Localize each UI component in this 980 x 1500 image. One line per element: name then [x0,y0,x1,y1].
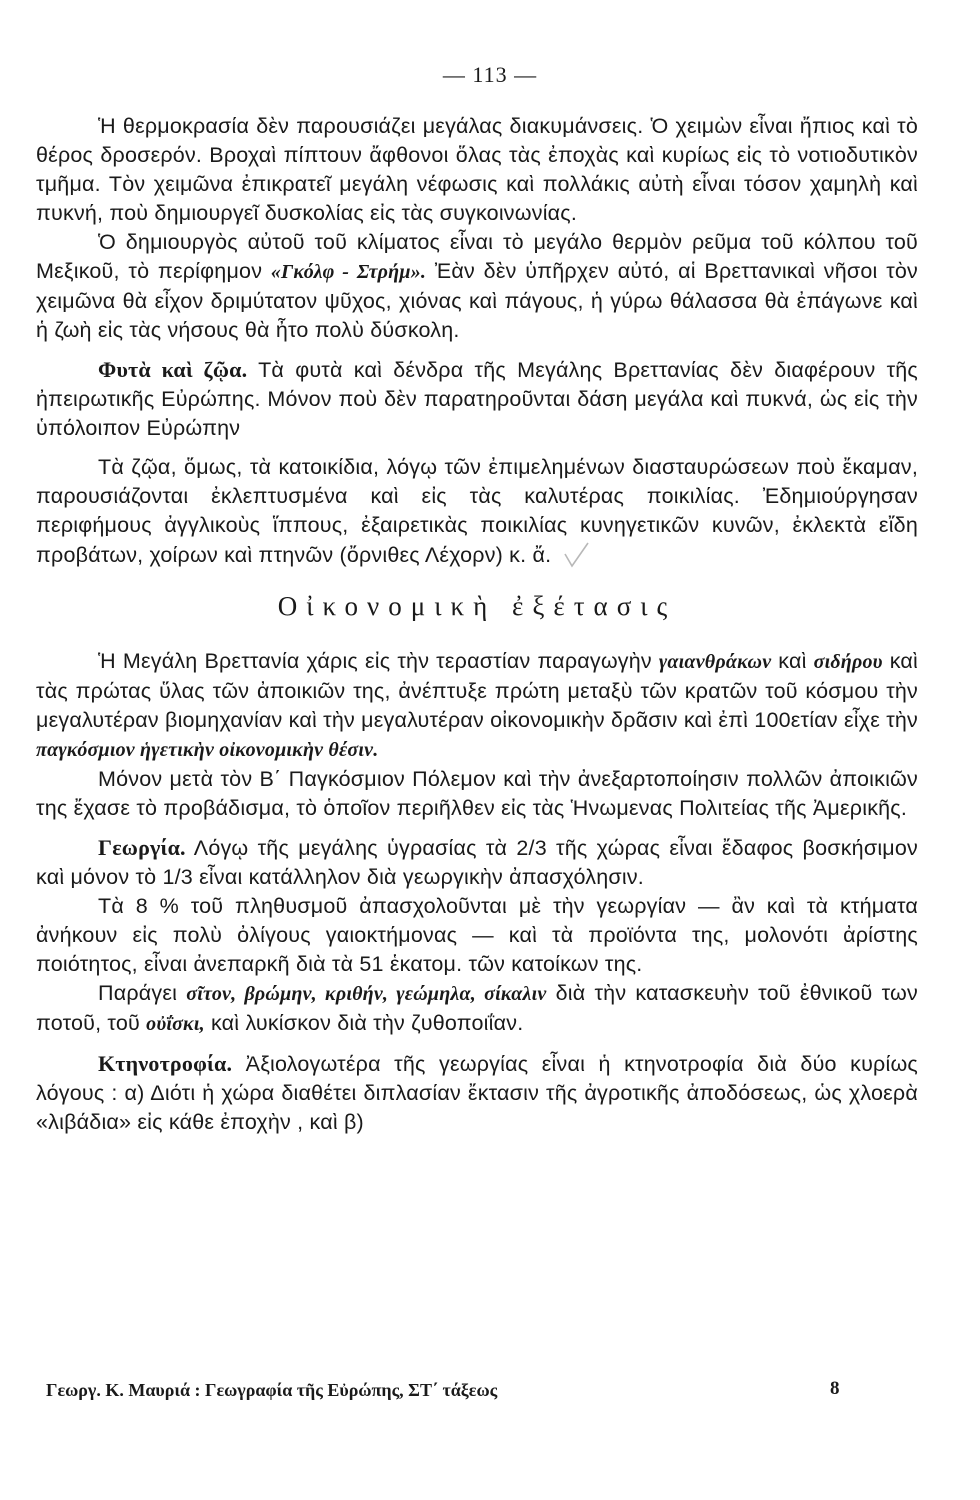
footer-signature-number: 8 [830,1378,840,1399]
economy-text-2: καὶ [771,649,814,673]
footer-citation: Γεωργ. Κ. Μαυριά : Γεωγραφία τῆς Εὐρώπης, ΣΤ΄ τάξεως [46,1380,498,1400]
global-leadership-term: παγκόσμιον ἡγετικὴν οἰκονομικὴν θέσιν. [36,739,379,761]
coal-term: γαιανθράκων [658,651,772,673]
plants-title: Φυτὰ καὶ ζῷα. [98,357,248,382]
section-heading: Οἰκονομικὴ ἐξέτασις [277,591,677,621]
body-text [36,112,918,1137]
plants-text: Τὰ φυτὰ καὶ δένδρα τῆς Μεγάλης Βρεττανίας δὲν διαφέρουν τῆς ἠπειρωτικῆς Εὐρώπης. Μόνον ποὺ δὲν παρατηροῦνται δάση μεγάλα καὶ πυκνά, ὡς εἰς τὴν ὑπόλοιπον Εὐρώπην [36,358,918,440]
gulf-stream-text-1: Ὁ δημιουργὸς αὐτοῦ τοῦ κλίματος εἶναι τὸ μεγάλο θερμὸν ρεῦμα τοῦ κόλπου τοῦ Μεξικοῦ, τὸ περίφημον [36,230,918,283]
crops-text-3: καὶ λυκίσκον διὰ τὴν ζυθοποιΐαν. [204,1011,524,1035]
page-number: — 113 — [442,62,538,87]
gulf-stream-text-2: Ἐὰν δὲν ὑπῆρχεν αὐτό, αἱ Βρεττανικαὶ νῆσοι τὸν χειμῶνα θὰ εἶχον δριμύτατον ψῦχος, χιόνας καὶ πάγους, ἡ γύρω θάλασσα θὰ ἐπάγωνε καὶ ἡ ζωὴ εἰς τὰς νήσους θὰ ἦτο πολὺ δύσκολη. [36,259,918,342]
agriculture-paragraph [36,833,918,892]
economy-text-1: Ἡ Μεγάλη Βρεττανία χάρις εἰς τὴν τεραστίαν παραγωγὴν [98,649,659,673]
climate-paragraph: Ἡ θερμοκρασία δὲν παρουσιάζει μεγάλας διακυμάνσεις. Ὁ χειμὼν εἶναι ἤπιος καὶ τὸ θέρος δροσερόν. Βροχαὶ πίπτουν ἄφθονοι ὅλας τὰς ἐποχὰς καὶ κυρίως εἰς τὸ νοτιοδυτικὸν τμῆμα. Τὸν χειμῶνα ἐπικρατεῖ μεγάλη νέφωσις καὶ πολλάκις αὐτὴ εἶναι τόσον χαμηλὴ καὶ πυκνή, ποὺ δημιουργεῖ δυσκολίας εἰς τὰς συγκοινωνίας. [36,114,918,225]
crops-list: σῖτον, βρώμην, κριθήν, γεώμηλα, σίκαλιν [186,983,547,1005]
plants-paragraph [36,355,918,443]
whisky-term: οὐΐσκι, [146,1013,205,1035]
iron-term: σιδήρου [813,651,883,673]
agriculture-text: Λόγῳ τῆς μεγάλης ὑγρασίας τὰ 2/3 τῆς χώρας εἶναι ἔδαφος βοσκήσιμον καὶ μόνον τὸ 1/3 εἶναι κατάλληλον διὰ γεωργικὴν ἀπασχόλησιν. [36,836,918,889]
animals-paragraph [36,453,918,570]
crops-paragraph [36,979,918,1039]
gulf-stream-paragraph [36,228,918,345]
economy-paragraph [36,647,918,765]
population-paragraph: Τὰ 8 % τοῦ πληθυσμοῦ ἀπασχολοῦνται μὲ τὴν γεωργίαν — ἂν καὶ τὰ κτήματα ἀνήκουν εἰς πολὺ ὀλίγους γαιοκτήμονας — καὶ τὰ προϊόντα της, μολονότι ἀρίστης ποιότητος, εἶναι ἀνεπαρκῆ διὰ τὰ 51 ἑκατομ. τῶν κατοίκων της. [36,894,918,976]
check-mark-icon [561,540,591,570]
animals-text: Τὰ ζῷα, ὅμως, τὰ κατοικίδια, λόγῳ τῶν ἐπιμελημένων διασταυρώσεων ποὺ ἔκαμαν, παρουσιάζονται ἐκλεπτυσμένα καὶ εἰς τὰς καλυτέρας ποικιλίας. Ἐδημιούργησαν περιφήμους ἀγγλικοὺς ἵππους, ἐξαιρετικὰς ποικιλίας κυνηγετικῶν κυνῶν, ἐκλεκτὰ εἴδη προβάτων, χοίρων καὶ πτηνῶν (ὄρνιθες Λέχορν) κ. ἄ. [36,455,918,567]
crops-text-1: Παράγει [98,981,187,1005]
gulf-stream-name: «Γκόλφ - Στρήμ». [270,261,427,283]
livestock-title: Κτηνοτροφία. [98,1051,233,1076]
livestock-text: Ἀξιολογωτέρα τῆς γεωργίας εἶναι ἡ κτηνοτροφία διὰ δύο κυρίως λόγους : α) Διότι ἡ χώρα διαθέτει διπλασίαν ἔκτασιν τῆς ἀγροτικῆς ἀποδόσεως, ὡς χλοερὰ «λιβάδια» εἰς κάθε ἐποχὴν , καὶ β) [36,1052,918,1134]
economy-text-3: καὶ τὰς πρώτας ὕλας τῶν ἀποικιῶν της, ἀνέπτυξε πρώτη μεταξὺ τῶν κρατῶν τοῦ κόσμου τὴν μεγαλυτέραν βιομηχανίαν καὶ τὴν μεγαλυτέραν οἰκονομικὴν δρᾶσιν καὶ ἐπὶ 100ετίαν εἶχε τὴν [36,649,919,732]
agriculture-title: Γεωργία. [98,835,186,860]
crops-text-2: διὰ τὴν κατασκευὴν τοῦ ἐθνικοῦ των ποτοῦ, τοῦ [36,981,918,1035]
livestock-paragraph [36,1049,918,1137]
post-war-paragraph: Μόνον μετὰ τὸν Β΄ Παγκόσμιον Πόλεμον καὶ τὴν ἀνεξαρτοποίησιν πολλῶν ἀποικιῶν της ἔχασε τὸ προβάδισμα, τὸ ὁποῖον περιῆλθεν εἰς τὰς Ἡνωμενας Πολιτείας τῆς Ἀμερικῆς. [36,767,918,820]
